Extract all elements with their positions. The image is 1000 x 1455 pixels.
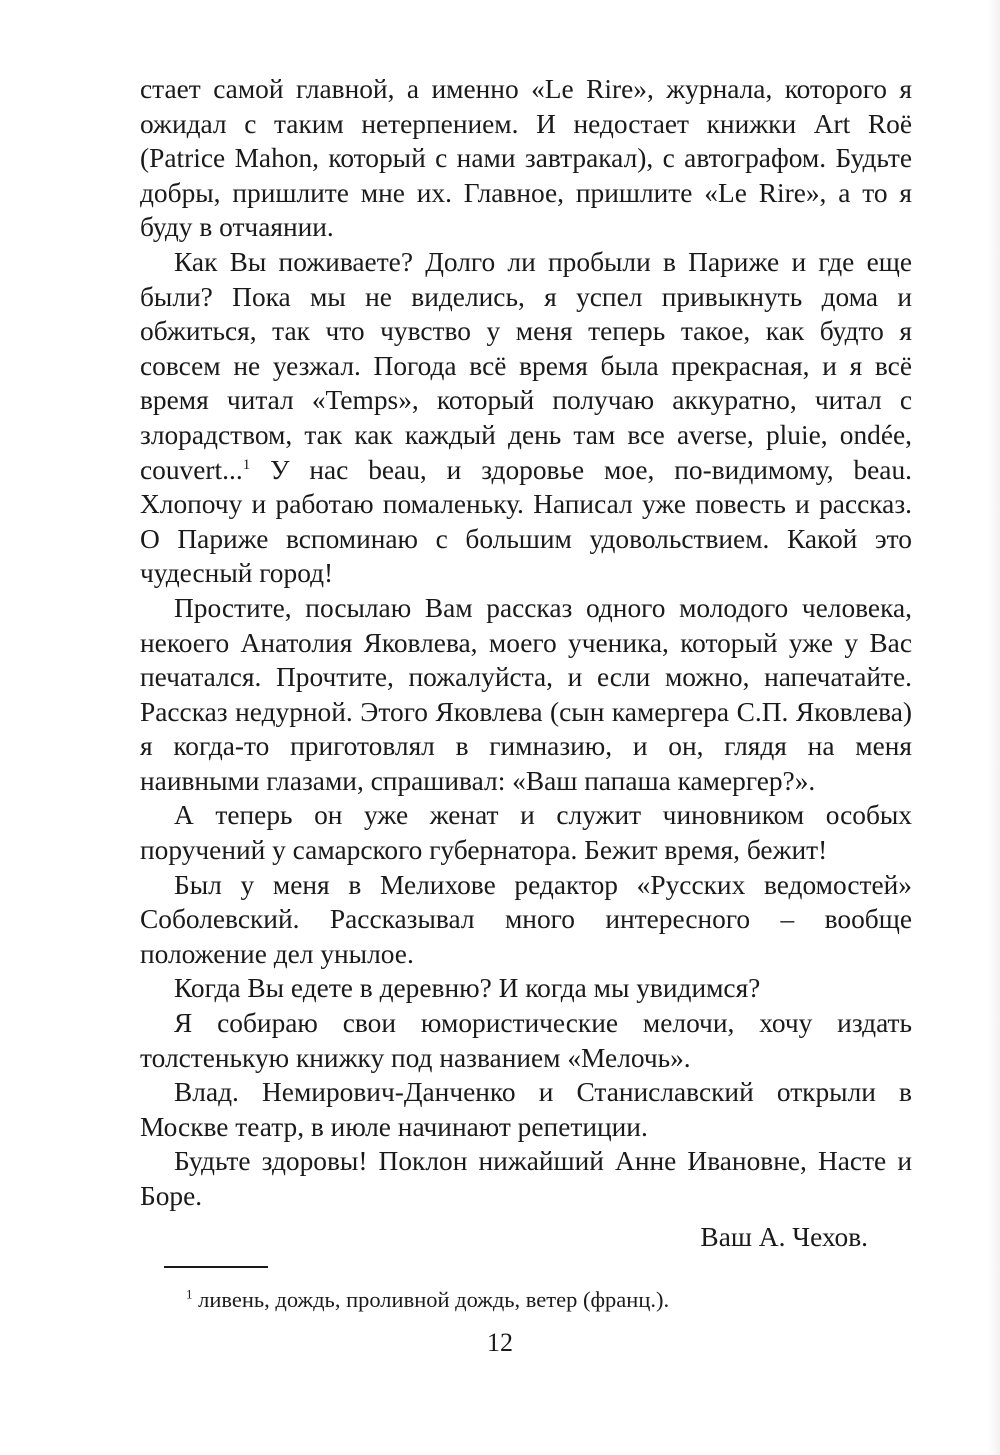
signature: Ваш А. Чехов. — [700, 1221, 868, 1252]
paragraph-8: Влад. Немирович-Данченко и Станиславский открыли в Москве театр, в июле начинают репетиции. — [140, 1077, 912, 1142]
footnote — [186, 1286, 926, 1314]
paragraph-3: Простите, посылаю Вам рассказ одного молодого человека, некоего Анатолия Яковлева, моего ученика, который уже у Вас печатался. Прочтите, пожалуйста, и если можно, напечатайте. Рассказ недурной. Этого Яковлева (сын камергера С.П. Яковлева) я когда-то приготовлял в гимназию, и он, глядя на меня наивными глазами, спрашивал: «Ваш папаша камергер?». — [140, 592, 912, 796]
footnote-text: ливень, дождь, проливной дождь, ветер (франц.). — [192, 1287, 670, 1312]
letter-body — [140, 72, 912, 1254]
footnote-reference: 1 — [242, 456, 251, 473]
footnote-divider — [164, 1266, 268, 1268]
footnote-mark: 1 — [186, 1286, 193, 1302]
paragraph-6: Когда Вы едете в деревню? И когда мы увидимся? — [174, 973, 761, 1004]
paragraph-2-text-a: Как Вы поживаете? Долго ли пробыли в Париже и где еще были? Пока мы не виделись, я успел привыкнуть дома и обжиться, так что чувство у меня теперь такое, как будто я совсем не уезжал. Погода всё время была прекрасная, и я всё время читал «Temps», который получаю аккуратно, читал с злорадством, так как каждый день там все averse, pluie, ondée, couvert... — [140, 246, 912, 485]
paragraph-2-text-b: У нас beau, и здоровье мое, по-видимому, beau. Хлопочу и работаю помаленьку. Написал уже повесть и рассказ. О Париже вспоминаю с большим удовольствием. Какой это чудесный город! — [140, 454, 912, 589]
paragraph-9: Будьте здоровы! Поклон нижайший Анне Ивановне, Насте и Боре. — [140, 1146, 912, 1211]
paragraph-1: стает самой главной, а именно «Le Rire», журнала, которого я ожидал с таким нетерпением. И недостает книжки Art Roë (Patrice Mahon, который с нами завтракал), с автографом. Будьте добры, пришлите мне их. Главное, пришлите «Le Rire», а то я буду в отчаянии. — [140, 74, 912, 243]
paragraph-2 — [140, 245, 912, 591]
paragraph-7: Я собираю свои юмористические мелочи, хочу издать толстенькую книжку под названием «Мелочь». — [140, 1008, 912, 1073]
page-edge-shadow — [988, 0, 1000, 1455]
paragraph-4: А теперь он уже женат и служит чиновником особых поручений у самарского губернатора. Бежит время, бежит! — [140, 800, 912, 866]
paragraph-5: Был у меня в Мелихове редактор «Русских ведомостей» Соболевский. Рассказывал много интересного – вообще положение дел унылое. — [140, 869, 912, 969]
page-number: 12 — [487, 1328, 513, 1357]
